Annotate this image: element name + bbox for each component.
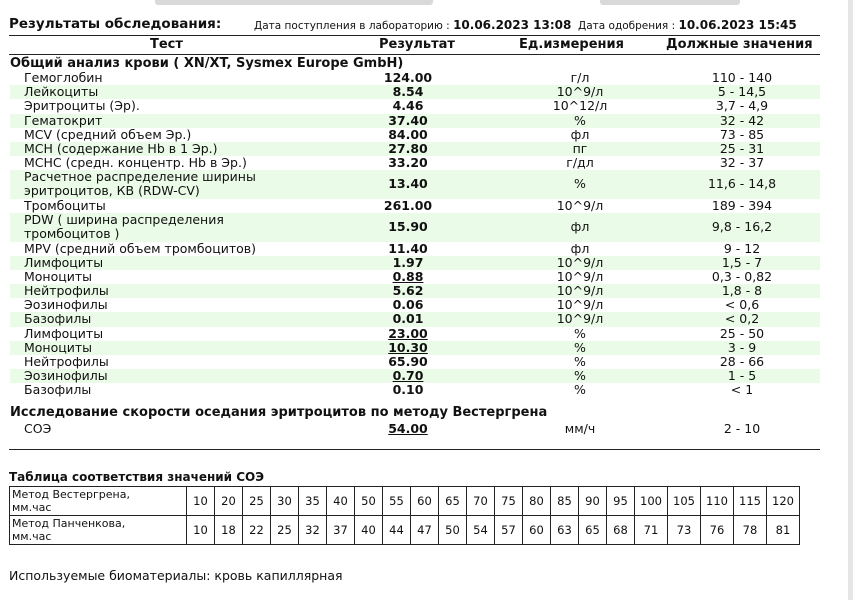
result-unit: г/л <box>570 70 590 85</box>
result-unit: 10^9/л <box>556 268 604 284</box>
reference-range: 0,3 - 0,82 <box>711 268 773 284</box>
result-row <box>10 71 820 85</box>
result-unit: фл <box>570 219 590 234</box>
test-name <box>24 298 108 312</box>
result-unit: 10^9/л <box>556 84 604 100</box>
result-value: 0.06 <box>392 297 424 313</box>
esr-value-cell: 68 <box>607 516 635 545</box>
test-name-line: Эритроциты (Эр). <box>24 98 140 114</box>
result-row <box>10 242 820 256</box>
esr-value-cell: 57 <box>495 516 523 545</box>
esr-value-cell: 20 <box>215 487 243 516</box>
result-row <box>10 383 820 397</box>
esr-value-cell: 120 <box>767 487 800 516</box>
esr-value-cell: 60 <box>411 487 439 516</box>
result-unit: г/дл <box>566 155 594 171</box>
test-name <box>24 156 247 170</box>
result-value: 11.40 <box>388 240 428 256</box>
result-value: 0.10 <box>392 382 424 398</box>
col-unit: Ед.измерения <box>519 37 624 52</box>
esr-value-cell: 50 <box>355 487 383 516</box>
esr-value-cell: 37 <box>327 516 355 545</box>
result-unit: фл <box>570 126 590 142</box>
esr-divider <box>9 449 820 450</box>
esr-value-cell: 18 <box>215 516 243 545</box>
esr-value-cell: 100 <box>635 487 668 516</box>
result-value: 84.00 <box>388 126 428 142</box>
esr-value-cell: 35 <box>299 487 327 516</box>
result-row <box>10 128 820 142</box>
result-row <box>10 199 820 213</box>
test-name <box>24 341 92 355</box>
result-value: 65.90 <box>388 354 428 369</box>
result-row <box>10 327 820 341</box>
reference-range: 9 - 12 <box>723 240 761 256</box>
test-name-line: Лейкоциты <box>24 84 99 100</box>
test-name-line: Базофилы <box>24 311 92 327</box>
result-unit: 10^9/л <box>556 197 604 213</box>
result-value: 15.90 <box>388 219 428 234</box>
test-name <box>24 284 109 298</box>
result-row <box>10 341 820 355</box>
result-value: 4.46 <box>392 98 424 114</box>
columns-divider <box>9 54 820 55</box>
test-name <box>24 213 224 240</box>
approval-date-label: Дата одобрения : <box>578 20 676 32</box>
result-row <box>10 142 820 156</box>
esr-value-cell: 44 <box>383 516 411 545</box>
esr-value-cell: 71 <box>635 516 668 545</box>
result-unit: 10^9/л <box>556 283 604 299</box>
approval-date-field <box>578 18 797 32</box>
column-headers <box>9 37 820 53</box>
esr-value-cell: 60 <box>523 516 551 545</box>
test-name-line: MPV (средний объем тромбоцитов) <box>24 240 256 256</box>
result-value: 13.40 <box>388 176 428 192</box>
result-row <box>10 156 820 170</box>
test-name <box>24 327 103 341</box>
esr-value-cell: 90 <box>579 487 607 516</box>
method-unit: мм.час <box>12 530 52 543</box>
test-name-line: MCHC (средн. концентр. Hb в Эр.) <box>24 155 247 171</box>
reference-range: 25 - 31 <box>719 140 765 156</box>
result-unit: % <box>574 112 586 128</box>
result-value: 8.54 <box>392 84 424 100</box>
result-unit: % <box>574 325 586 341</box>
esr-value-cell: 95 <box>607 487 635 516</box>
result-unit: % <box>574 382 586 398</box>
result-unit: % <box>574 339 586 355</box>
result-unit: 10^12/л <box>552 98 608 114</box>
esr-value-cell: 78 <box>734 516 767 545</box>
result-row <box>10 369 820 383</box>
correspondence-row <box>10 516 800 545</box>
col-result: Результат <box>379 37 455 52</box>
test-name <box>24 355 109 369</box>
test-name <box>24 142 218 156</box>
esr-value-cell: 40 <box>355 516 383 545</box>
esr-value-cell: 10 <box>187 516 215 545</box>
esr-row <box>10 421 820 436</box>
test-name <box>24 199 106 213</box>
esr-value-cell: 30 <box>271 487 299 516</box>
test-name-line: Лимфоциты <box>24 325 104 341</box>
esr-value-cell: 85 <box>551 487 579 516</box>
test-name-line: MCH (содержание Hb в 1 Эр.) <box>24 140 218 156</box>
result-row <box>10 298 820 312</box>
test-name-line: тромбоцитов ) <box>24 225 120 241</box>
result-value: 0.88 <box>392 268 424 284</box>
reference-range: < 0,6 <box>724 297 760 313</box>
esr-value-cell: 75 <box>495 487 523 516</box>
test-name <box>24 312 91 326</box>
test-name <box>24 170 256 197</box>
test-name-line: Моноциты <box>24 339 93 355</box>
reference-range: 5 - 14,5 <box>717 84 767 100</box>
esr-value-cell: 25 <box>243 487 271 516</box>
esr-name: СОЭ <box>24 421 52 436</box>
esr-value-cell: 110 <box>701 487 734 516</box>
esr-value-cell: 70 <box>467 487 495 516</box>
test-name <box>24 369 108 383</box>
result-row <box>10 213 820 242</box>
test-name-line: Гемоглобин <box>24 70 103 85</box>
test-name <box>24 383 91 397</box>
result-value: 1.97 <box>392 254 424 270</box>
header-divider <box>9 35 820 36</box>
top-edge <box>0 0 853 6</box>
result-row <box>10 99 820 113</box>
reference-range: 3,7 - 4,9 <box>715 98 769 114</box>
page-edge <box>848 0 853 600</box>
esr-value-cell: 105 <box>668 487 701 516</box>
reference-range: < 1 <box>730 382 754 398</box>
esr-correspondence-table <box>9 486 800 545</box>
method-unit: мм.час <box>12 501 52 514</box>
col-test: Тест <box>150 37 183 52</box>
biomaterial-note: Используемые биоматериалы: кровь капиллярная <box>9 568 343 583</box>
section-title-cbc: Общий анализ крови ( XN/XT, Sysmex Europe GmbH) <box>10 56 404 71</box>
result-unit: 10^9/л <box>556 297 604 313</box>
result-row <box>10 355 820 369</box>
test-name-line: Эозинофилы <box>24 297 108 313</box>
reference-range: 189 - 394 <box>711 197 773 213</box>
reference-range: 73 - 85 <box>719 126 765 142</box>
reference-range: 25 - 50 <box>719 325 765 341</box>
esr-reference: 2 - 10 <box>723 421 761 436</box>
result-value: 23.00 <box>388 325 428 341</box>
esr-value-cell: 10 <box>187 487 215 516</box>
test-name <box>24 270 92 284</box>
result-value: 33.20 <box>388 155 428 171</box>
test-name-line: Лимфоциты <box>24 254 104 270</box>
esr-value-cell: 63 <box>551 516 579 545</box>
reference-range: 9,8 - 16,2 <box>711 219 773 234</box>
report-title: Результаты обследования: <box>9 16 222 32</box>
test-name <box>24 242 256 256</box>
test-name <box>24 85 98 99</box>
result-value: 27.80 <box>388 140 428 156</box>
result-unit: 10^9/л <box>556 254 604 270</box>
esr-value-cell: 54 <box>467 516 495 545</box>
col-reference: Должные значения <box>666 37 813 52</box>
method-name: Метод Вестергрена, <box>12 488 130 501</box>
esr-value-cell: 76 <box>701 516 734 545</box>
reference-range: 1 - 5 <box>727 368 757 384</box>
esr-value-cell: 80 <box>523 487 551 516</box>
test-name-line: MCV (средний объем Эр.) <box>24 126 192 142</box>
test-name-line: эритроцитов, КВ (RDW-CV) <box>24 182 200 198</box>
lab-date-value: 10.06.2023 13:08 <box>453 18 572 32</box>
result-row <box>10 114 820 128</box>
method-label <box>10 516 187 545</box>
esr-value-cell: 65 <box>439 487 467 516</box>
test-name <box>24 128 191 142</box>
result-value: 37.40 <box>388 112 428 128</box>
test-name-line: Гематокрит <box>24 112 103 128</box>
test-name <box>24 99 140 113</box>
reference-range: 32 - 42 <box>719 112 765 128</box>
result-unit: пг <box>572 140 588 156</box>
reference-range: 32 - 37 <box>719 155 765 171</box>
result-value: 261.00 <box>383 197 433 213</box>
test-name-line: Тромбоциты <box>24 197 106 213</box>
test-name-line: Моноциты <box>24 268 93 284</box>
result-value: 0.70 <box>392 368 424 384</box>
reference-range: 110 - 140 <box>711 70 773 85</box>
esr-correspondence-title: Таблица соответствия значений СОЭ <box>9 470 265 484</box>
reference-range: 3 - 9 <box>727 339 757 355</box>
test-name-line: Нейтрофилы <box>24 354 109 369</box>
result-row <box>10 284 820 298</box>
result-row <box>10 170 820 199</box>
esr-unit: мм/ч <box>564 421 596 436</box>
result-row <box>10 256 820 270</box>
reference-range: 11,6 - 14,8 <box>707 176 777 192</box>
result-unit: % <box>574 176 586 192</box>
esr-value-cell: 47 <box>411 516 439 545</box>
result-value: 5.62 <box>392 283 424 299</box>
reference-range: 1,5 - 7 <box>721 254 763 270</box>
esr-value-cell: 65 <box>579 516 607 545</box>
correspondence-row <box>10 487 800 516</box>
result-unit: фл <box>570 240 590 256</box>
esr-value: 54.00 <box>388 421 428 436</box>
results-table <box>10 71 820 398</box>
test-name <box>24 114 102 128</box>
result-row <box>10 270 820 284</box>
test-name <box>24 256 103 270</box>
esr-value-cell: 25 <box>271 516 299 545</box>
result-value: 10.30 <box>388 339 428 355</box>
method-label <box>10 487 187 516</box>
esr-value-cell: 22 <box>243 516 271 545</box>
test-name <box>24 71 103 85</box>
lab-date-label: Дата поступления в лабораторию : <box>254 20 450 32</box>
esr-value-cell: 115 <box>734 487 767 516</box>
esr-value-cell: 55 <box>383 487 411 516</box>
esr-value-cell: 81 <box>767 516 800 545</box>
test-name-line: Базофилы <box>24 382 92 398</box>
section-title-esr: Исследование скорости оседания эритроцитов по методу Вестергрена <box>10 405 548 420</box>
method-name: Метод Панченкова, <box>12 517 126 530</box>
lab-date-field <box>254 18 571 32</box>
reference-range: 1,8 - 8 <box>721 283 763 299</box>
result-unit: % <box>574 368 586 384</box>
esr-value-cell: 73 <box>668 516 701 545</box>
test-name-line: Эозинофилы <box>24 368 108 384</box>
esr-value-cell: 50 <box>439 516 467 545</box>
result-value: 0.01 <box>392 311 424 327</box>
esr-value-cell: 32 <box>299 516 327 545</box>
test-name-line: Расчетное распределение ширины <box>24 169 256 185</box>
esr-value-cell: 40 <box>327 487 355 516</box>
result-value: 124.00 <box>383 70 433 85</box>
result-row <box>10 312 820 326</box>
reference-range: 28 - 66 <box>719 354 765 369</box>
test-name-line: PDW ( ширина распределения <box>24 212 224 227</box>
test-name-line: Нейтрофилы <box>24 283 109 299</box>
report-header <box>9 16 824 32</box>
result-unit: 10^9/л <box>556 311 604 327</box>
result-unit: % <box>574 354 586 369</box>
result-row <box>10 85 820 99</box>
approval-date-value: 10.06.2023 15:45 <box>678 18 797 32</box>
reference-range: < 0,2 <box>724 311 760 327</box>
